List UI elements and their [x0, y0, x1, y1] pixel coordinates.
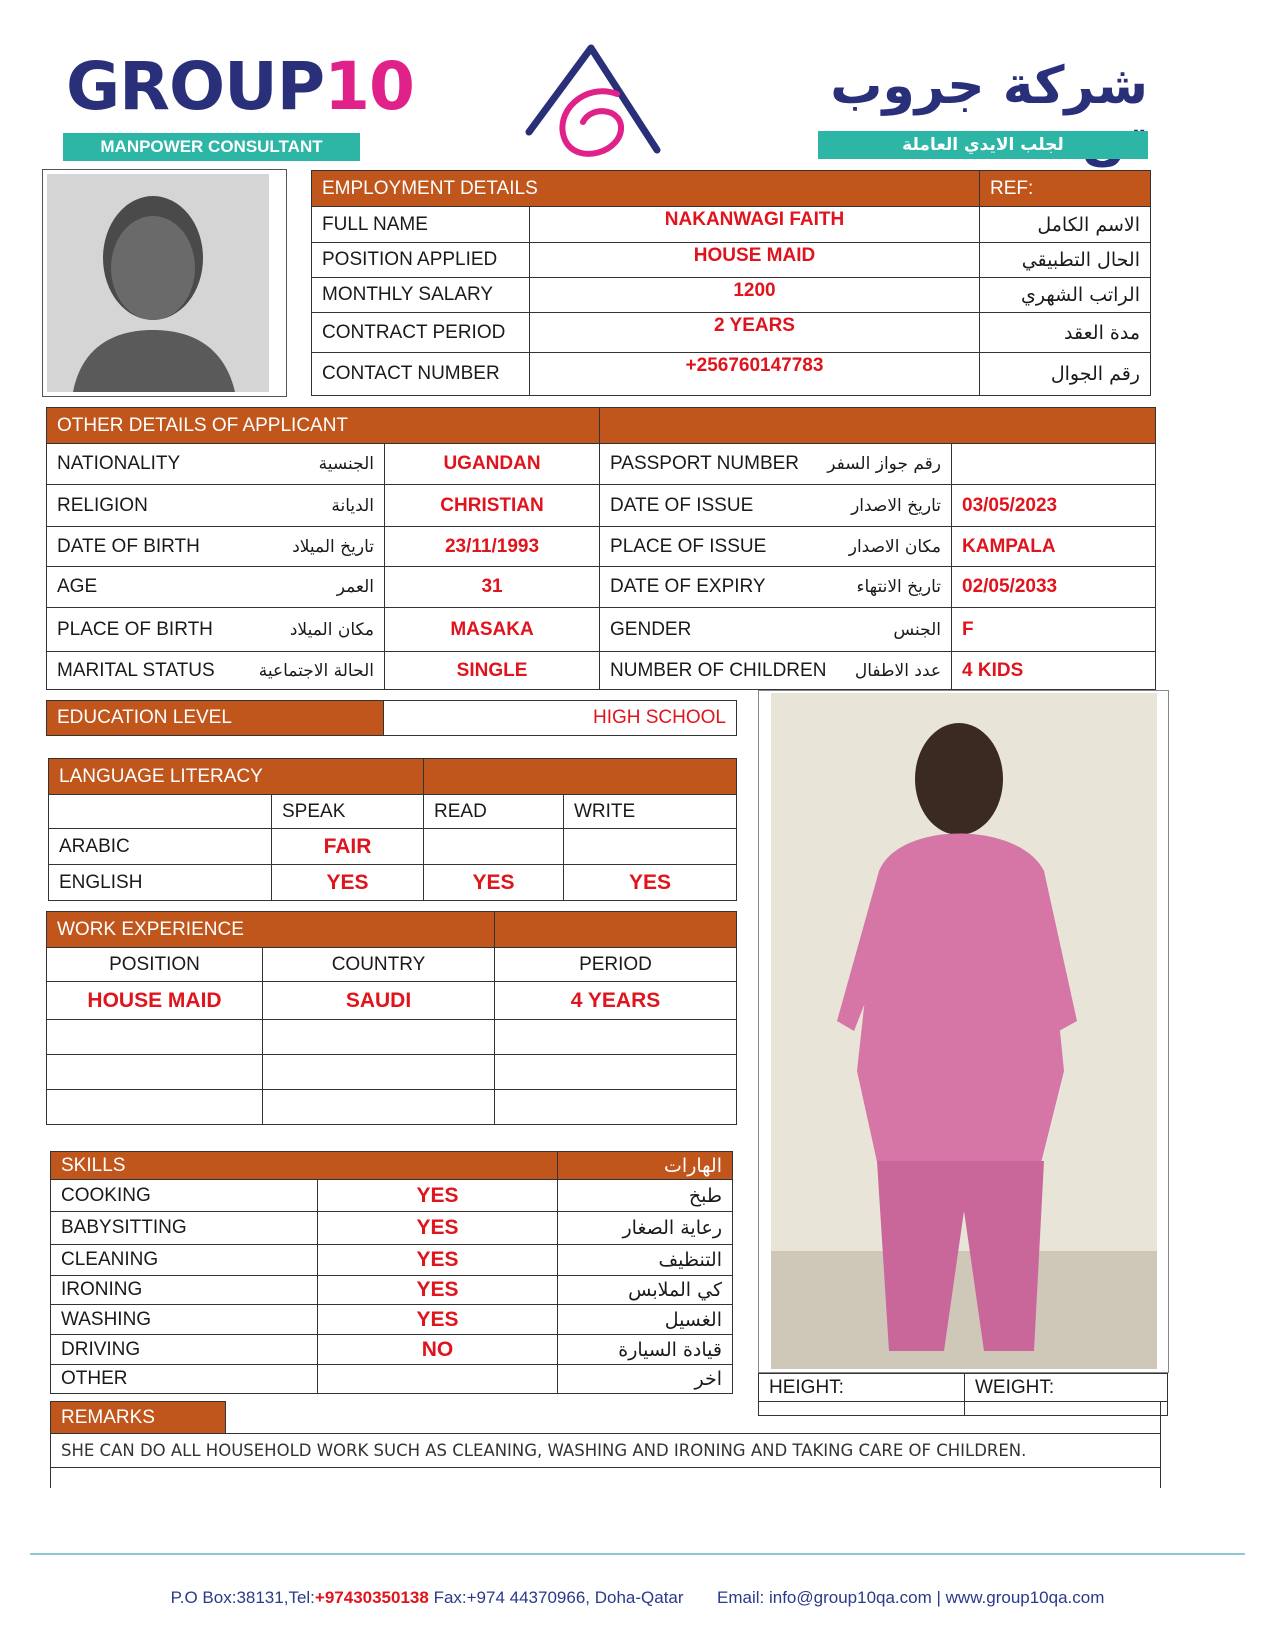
- place-of-issue-value: KAMPALA: [952, 527, 1156, 567]
- place-of-issue-label: PLACE OF ISSUE: [610, 535, 767, 557]
- logo-number-text: 10: [324, 48, 414, 125]
- write-header: WRITE: [564, 795, 737, 829]
- date-of-issue-label: DATE OF ISSUE: [610, 494, 754, 516]
- speak-header: SPEAK: [272, 795, 424, 829]
- footer-email-web: Email: info@group10qa.com | www.group10qa.com: [717, 1588, 1105, 1607]
- arabic-write-value: [564, 829, 737, 865]
- nationality-label: NATIONALITY: [57, 453, 181, 474]
- skill-washing-label: WASHING: [51, 1305, 318, 1335]
- date-of-expiry-arabic: تاريخ الانتهاء: [856, 577, 942, 597]
- table-row: [51, 1180, 733, 1212]
- skill-cleaning-label: CLEANING: [51, 1245, 318, 1276]
- table-row: [47, 444, 1156, 485]
- age-label: AGE: [57, 576, 98, 597]
- marital-status-label: MARITAL STATUS: [57, 659, 215, 681]
- full-name-value: NAKANWAGI FAITH: [530, 207, 980, 243]
- table-row: [47, 1090, 737, 1125]
- age-arabic: العمر: [336, 577, 374, 597]
- table-row: [47, 608, 1156, 652]
- date-of-issue-arabic: تاريخ الاصدار: [851, 495, 942, 516]
- full-name-label: FULL NAME: [312, 207, 530, 243]
- table-row: [51, 1365, 733, 1394]
- monthly-salary-label: MONTHLY SALARY: [312, 278, 530, 313]
- brand-emblem: [525, 42, 665, 160]
- work-period-value: 4 YEARS: [495, 982, 737, 1020]
- passport-number-value: [952, 444, 1156, 485]
- position-header: POSITION: [47, 948, 263, 982]
- arabic-language-label: ARABIC: [49, 829, 272, 865]
- contract-period-label: CONTRACT PERIOD: [312, 313, 530, 353]
- full-body-photo: [758, 690, 1169, 1373]
- table-row: [47, 567, 1156, 608]
- position-applied-label: POSITION APPLIED: [312, 243, 530, 278]
- period-header: PERIOD: [495, 948, 737, 982]
- date-of-birth-label: DATE OF BIRTH: [57, 535, 200, 557]
- company-logo: [66, 48, 414, 125]
- position-applied-arabic: الحال التطبيقي: [980, 243, 1151, 278]
- language-literacy-table: [48, 758, 737, 901]
- country-header: COUNTRY: [263, 948, 495, 982]
- skill-babysitting-label: BABYSITTING: [51, 1212, 318, 1245]
- employment-details-table: [311, 170, 1151, 396]
- height-label: HEIGHT:: [759, 1374, 965, 1402]
- skill-babysitting-value: YES: [318, 1212, 558, 1245]
- weight-label: WEIGHT:: [965, 1374, 1168, 1402]
- contract-period-arabic: مدة العقد: [980, 313, 1151, 353]
- marital-status-value: SINGLE: [385, 652, 600, 690]
- date-of-expiry-value: 02/05/2033: [952, 567, 1156, 608]
- remarks-table: [50, 1401, 1161, 1488]
- logo-subtitle: MANPOWER CONSULTANT: [63, 133, 360, 161]
- passport-number-arabic: رقم جواز السفر: [827, 454, 942, 474]
- work-experience-table: [46, 911, 737, 1125]
- logo-main-text: GROUP: [66, 48, 325, 125]
- footer-pobox: P.O Box:38131,Tel:: [170, 1588, 315, 1607]
- skill-ironing-arabic: كي الملابس: [558, 1276, 733, 1305]
- place-of-birth-label: PLACE OF BIRTH: [57, 618, 213, 640]
- number-of-children-label: NUMBER OF CHILDREN: [610, 659, 827, 681]
- footer-fax: Fax:+974 44370966, Doha-Qatar: [428, 1588, 684, 1607]
- contact-number-arabic: رقم الجوال: [980, 353, 1151, 396]
- date-of-birth-arabic: تاريخ الميلاد: [292, 536, 374, 557]
- skill-driving-label: DRIVING: [51, 1335, 318, 1365]
- nationality-value: UGANDAN: [385, 444, 600, 485]
- table-row: [47, 1055, 737, 1090]
- table-row: [47, 1020, 737, 1055]
- portrait-placeholder-icon: [43, 170, 285, 395]
- full-body-portrait-icon: [759, 691, 1168, 1372]
- contact-number-label: CONTACT NUMBER: [312, 353, 530, 396]
- skill-driving-arabic: قيادة السيارة: [558, 1335, 733, 1365]
- arabic-speak-value: FAIR: [272, 829, 424, 865]
- english-language-label: ENGLISH: [49, 865, 272, 901]
- ref-label: REF:: [980, 171, 1151, 207]
- full-name-arabic: الاسم الكامل: [980, 207, 1151, 243]
- monthly-salary-arabic: الراتب الشهري: [980, 278, 1151, 313]
- contact-number-value: +256760147783: [530, 353, 980, 396]
- nationality-arabic: الجنسية: [318, 454, 374, 474]
- skill-ironing-label: IRONING: [51, 1276, 318, 1305]
- skill-driving-value: NO: [318, 1335, 558, 1365]
- skill-cooking-label: COOKING: [51, 1180, 318, 1212]
- table-row: [51, 1335, 733, 1365]
- skill-babysitting-arabic: رعاية الصغار: [558, 1212, 733, 1245]
- gender-label: GENDER: [610, 618, 692, 640]
- skill-other-label: OTHER: [51, 1365, 318, 1394]
- table-row: [47, 982, 737, 1020]
- table-row: [47, 652, 1156, 690]
- arabic-read-value: [424, 829, 564, 865]
- english-read-value: YES: [424, 865, 564, 901]
- skill-other-arabic: اخر: [558, 1365, 733, 1394]
- skills-title-arabic: الهارات: [558, 1152, 733, 1180]
- table-row: [47, 527, 1156, 567]
- arabic-company-subtitle: لجلب الايدي العاملة: [818, 131, 1148, 159]
- skills-table: [50, 1151, 733, 1394]
- religion-arabic: الديانة: [331, 495, 374, 516]
- gender-arabic: الجنس: [893, 619, 942, 640]
- skill-washing-value: YES: [318, 1305, 558, 1335]
- english-write-value: YES: [564, 865, 737, 901]
- passport-number-label: PASSPORT NUMBER: [610, 453, 800, 474]
- religion-value: CHRISTIAN: [385, 485, 600, 527]
- place-of-issue-arabic: مكان الاصدار: [848, 536, 942, 557]
- table-row: [49, 829, 737, 865]
- table-row: [51, 1212, 733, 1245]
- skill-cleaning-arabic: التنظيف: [558, 1245, 733, 1276]
- position-applied-value: HOUSE MAID: [530, 243, 980, 278]
- date-of-birth-value: 23/11/1993: [385, 527, 600, 567]
- number-of-children-arabic: عدد الاطفال: [854, 660, 942, 681]
- date-of-expiry-label: DATE OF EXPIRY: [610, 576, 766, 597]
- education-level-label: EDUCATION LEVEL: [47, 701, 384, 736]
- arabic-company-name: شركة جروب: [830, 56, 1148, 116]
- place-of-birth-value: MASAKA: [385, 608, 600, 652]
- skill-cooking-arabic: طبخ: [558, 1180, 733, 1212]
- read-header: READ: [424, 795, 564, 829]
- skill-other-value: [318, 1365, 558, 1394]
- other-details-title: OTHER DETAILS OF APPLICANT: [47, 408, 600, 444]
- passport-photo: [42, 169, 287, 397]
- footer-tel: +97430350138: [314, 1588, 429, 1607]
- table-row: [49, 865, 737, 901]
- work-country-value: SAUDI: [263, 982, 495, 1020]
- remarks-title: REMARKS: [51, 1402, 226, 1434]
- work-position-value: HOUSE MAID: [47, 982, 263, 1020]
- skill-cooking-value: YES: [318, 1180, 558, 1212]
- table-row: [51, 1276, 733, 1305]
- education-level-value: HIGH SCHOOL: [384, 701, 737, 736]
- monthly-salary-value: 1200: [530, 278, 980, 313]
- number-of-children-value: 4 KIDS: [952, 652, 1156, 690]
- english-speak-value: YES: [272, 865, 424, 901]
- footer-divider: [30, 1553, 1245, 1555]
- work-experience-title: WORK EXPERIENCE: [47, 912, 495, 948]
- education-table: [46, 700, 737, 736]
- footer-contact: [0, 1588, 1275, 1608]
- date-of-issue-value: 03/05/2023: [952, 485, 1156, 527]
- age-value: 31: [385, 567, 600, 608]
- marital-status-arabic: الحالة الاجتماعية: [258, 660, 374, 681]
- language-literacy-title: LANGUAGE LITERACY: [49, 759, 424, 795]
- remarks-text: SHE CAN DO ALL HOUSEHOLD WORK SUCH AS CLEANING, WASHING AND IRONING AND TAKING CARE OF CHILDREN.: [51, 1434, 1161, 1468]
- table-row: [51, 1305, 733, 1335]
- skill-washing-arabic: الغسيل: [558, 1305, 733, 1335]
- table-row: [47, 485, 1156, 527]
- skills-title: SKILLS: [51, 1152, 558, 1180]
- other-details-table: [46, 407, 1156, 690]
- skill-ironing-value: YES: [318, 1276, 558, 1305]
- contract-period-value: 2 YEARS: [530, 313, 980, 353]
- employment-details-title: EMPLOYMENT DETAILS: [312, 171, 980, 207]
- table-row: [51, 1245, 733, 1276]
- place-of-birth-arabic: مكان الميلاد: [289, 619, 374, 640]
- skill-cleaning-value: YES: [318, 1245, 558, 1276]
- religion-label: RELIGION: [57, 494, 148, 516]
- gender-value: F: [952, 608, 1156, 652]
